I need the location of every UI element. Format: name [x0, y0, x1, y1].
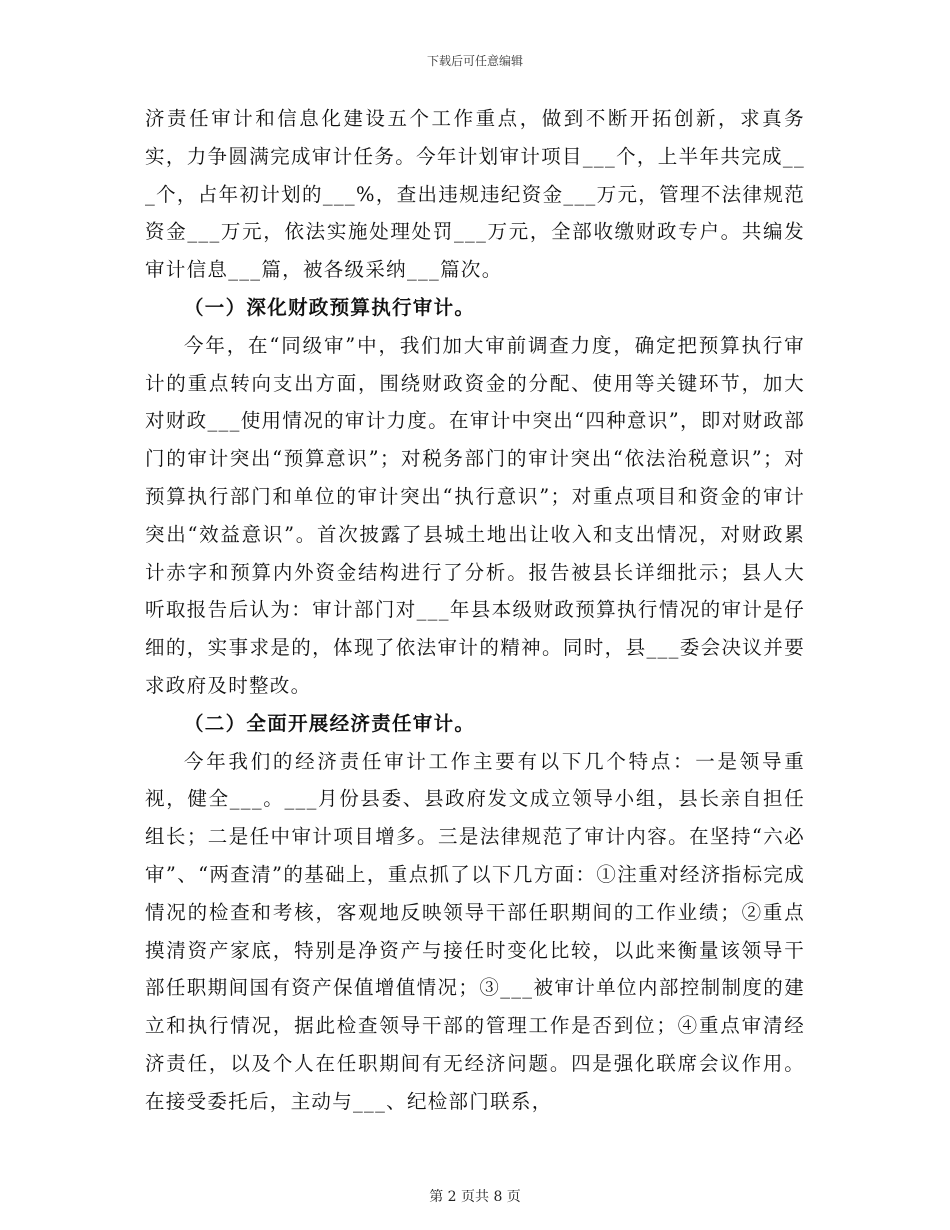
paragraph-budget-audit: 今年，在“同级审”中，我们加大审前调查力度，确定把预算执行审计的重点转向支出方面，围绕财政资金的分配、使用等关键环节，加大对财政___使用情况的审计力度。在审计中突出“四种意识”，即对财政部门的审计突出“预算意识”；对税务部门的审计突出“依法治税意识”；对预算执行部门和单位的审计突出“执行意识”；对重点项目和资金的审计突出“效益意识”。首次披露了县城土地出让收入和支出情况，对财政累计赤字和预算内外资金结构进行了分析。报告被县长详细批示；县人大听取报告后认为：审计部门对___年县本级财政预算执行情况的审计是仔细的，实事求是的，体现了依法审计的精神。同时，县___委会决议并要求政府及时整改。 [145, 333, 805, 697]
paragraph-economic-responsibility: 今年我们的经济责任审计工作主要有以下几个特点：一是领导重视，健全___。___月份县委、县政府发文成立领导小组，县长亲自担任组长；二是任中审计项目增多。三是法律规范了审计内容。在坚持“六必审”、“两查清”的基础上，重点抓了以下几方面：①注重对经济指标完成情况的检查和考核，客观地反映领导干部任职期间的工作业绩；②重点摸清资产家底，特别是净资产与接任时变化比较，以此来衡量该领导干部任职期间国有资产保值增值情况；③___被审计单位内部控制制度的建立和执行情况，据此检查领导干部的管理工作是否到位；④重点审清经济责任，以及个人在任职期间有无经济问题。四是强化联席会议作用。在接受委托后，主动与___、纪检部门联系， [145, 749, 805, 1113]
paragraph-intro-continuation: 济责任审计和信息化建设五个工作重点，做到不断开拓创新，求真务实，力争圆满完成审计任务。今年计划审计项目___个，上半年共完成___个，占年初计划的___%，查出违规违纪资金___万元，管理不法律规范资金___万元，依法实施处理处罚___万元，全部收缴财政专户。共编发审计信息___篇，被各级采纳___篇次。 [145, 107, 805, 282]
section-heading-2: （二）全面开展经济责任审计。 [184, 711, 476, 735]
page-footer: 第 2 页共 8 页 [429, 1189, 521, 1205]
section-heading-1: （一）深化财政预算执行审计。 [184, 295, 476, 319]
page-header: 下载后可任意编辑 [426, 54, 523, 68]
document-body [145, 100, 805, 1121]
